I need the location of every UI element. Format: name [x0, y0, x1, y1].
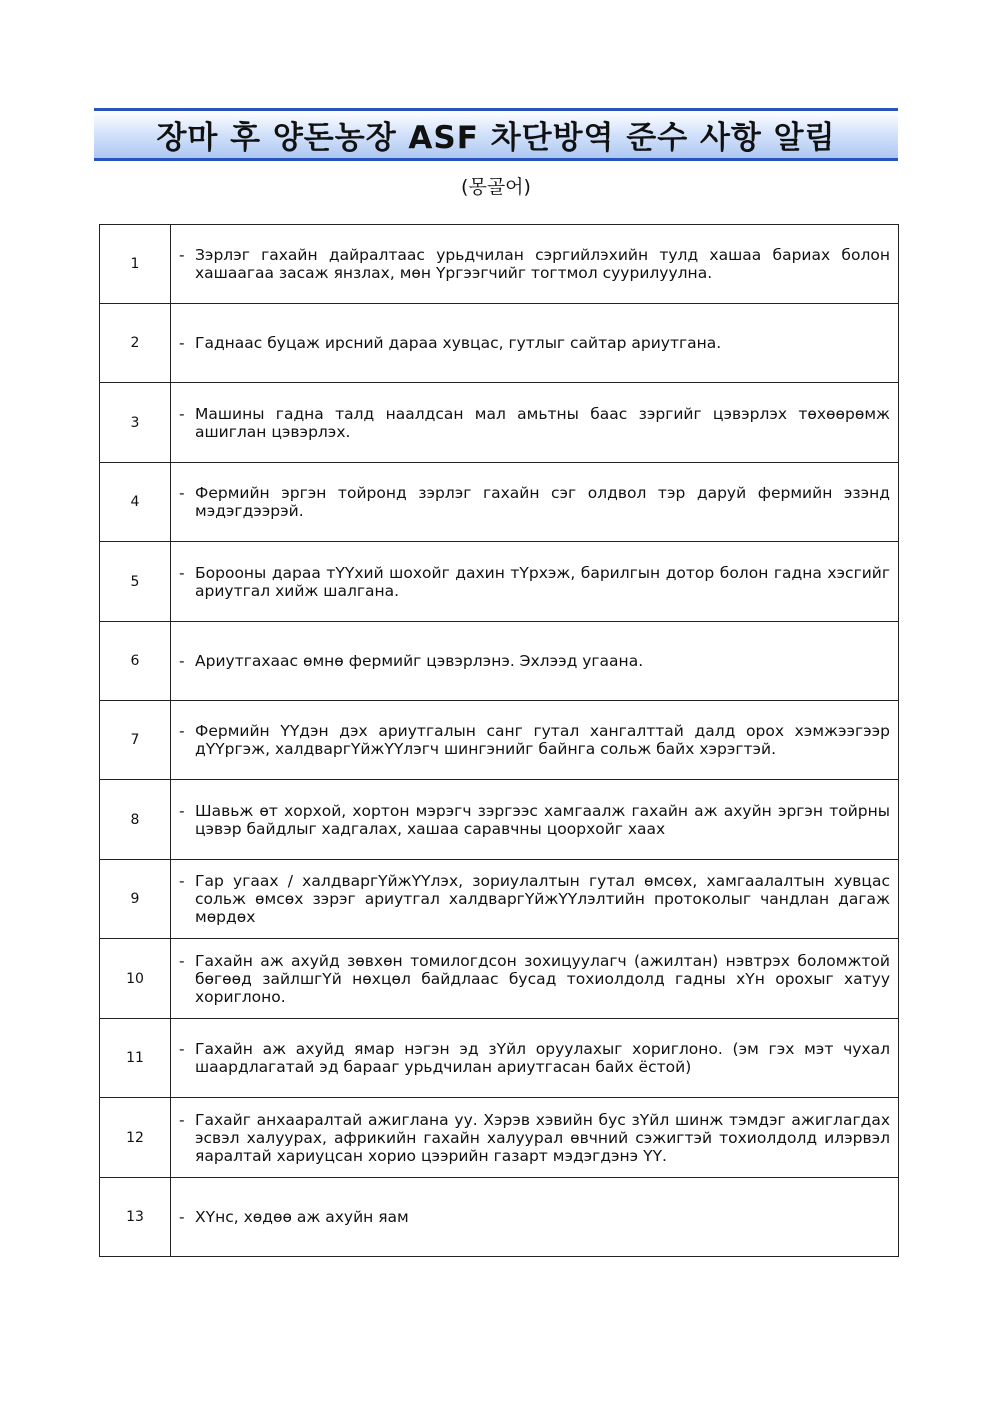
- row-number: 8: [100, 780, 171, 860]
- row-text: Шавьж өт хорхой, хортон мэрэгч зэргээс хамгаалж гахайн аж ахуйн эргэн тойрны цэвэр байдлыг хадгалах, хашаа саравчны цоорхойг хаах: [195, 801, 890, 838]
- rules-table: [99, 224, 899, 1257]
- row-text: Гахайн аж ахуйд зөвхөн томилогдсон зохицуулагч (ажилтан) нэвтрэх боломжтой бөгөөд зайлшгҮй нөхцөл байдлаас бусад тохиолдолд гадны хҮн орохыг хатуу хориглоно.: [195, 951, 890, 1006]
- bullet-dash: -: [179, 563, 185, 582]
- row-text: Ариутгахаас өмнө фермийг цэвэрлэнэ. Эхлээд угаана.: [195, 652, 644, 670]
- table-row: [100, 304, 899, 383]
- row-number: 7: [100, 701, 171, 780]
- table-row: [100, 701, 899, 780]
- table-row: [100, 1098, 899, 1178]
- row-number: 9: [100, 860, 171, 939]
- bullet-dash: -: [179, 334, 185, 352]
- row-text: ХҮнс, хөдөө аж ахуйн яам: [195, 1208, 409, 1226]
- row-text: Фермийн ҮҮдэн дэх ариутгалын санг гутал хангалттай далд орох хэмжээгээр дҮҮргэж, халдваргҮйжҮҮлэгч шингэнийг байнга сольж байх хэрэгтэй.: [195, 722, 890, 758]
- bullet-dash: -: [179, 951, 185, 970]
- row-text: Зэрлэг гахайн дайралтаас урьдчилан сэргийлэхийн тулд хашаа бариах болон хашаагаа засаж янзлах, мөн Үргээгчийг тогтмол суурилуулна.: [195, 246, 890, 282]
- row-text: Гахайн аж ахуйд ямар нэгэн эд зҮйл оруулахыг хориглоно. (эм гэх мэт чухал шаардлагатай эд барааг урьдчилан ариутгасан байх ёстой): [195, 1040, 890, 1076]
- bullet-dash: -: [179, 1208, 185, 1226]
- row-number: 11: [100, 1019, 171, 1098]
- row-text: Гар угаах / халдваргҮйжҮҮлэх, зориулалтын гутал өмсөх, хамгаалалтын хувцас сольж өмсөх зэрэг ариутгал халдваргҮйжҮҮлэлтийн протоколыг чандлан дагаж мөрдөх: [195, 872, 890, 926]
- row-text-cell: [171, 701, 899, 780]
- bullet-dash: -: [179, 404, 185, 423]
- row-number: 12: [100, 1098, 171, 1178]
- row-number: 1: [100, 225, 171, 304]
- row-number: 4: [100, 463, 171, 542]
- bullet-dash: -: [179, 652, 185, 670]
- table-row: [100, 463, 899, 542]
- table-row: [100, 542, 899, 622]
- language-subtitle: (몽골어): [461, 176, 531, 198]
- row-text-cell: [171, 225, 899, 304]
- table-row: [100, 939, 899, 1019]
- bullet-dash: -: [179, 1040, 185, 1058]
- row-text-cell: [171, 304, 899, 383]
- bullet-dash: -: [179, 1110, 185, 1129]
- row-text-cell: [171, 780, 899, 860]
- row-text-cell: [171, 622, 899, 701]
- bullet-dash: -: [179, 722, 185, 740]
- row-number: 3: [100, 383, 171, 463]
- row-text-cell: [171, 1098, 899, 1178]
- bullet-dash: -: [179, 484, 185, 502]
- table-row: [100, 383, 899, 463]
- bullet-dash: -: [179, 872, 185, 890]
- title-banner: [94, 108, 898, 161]
- row-text: Фермийн эргэн тойронд зэрлэг гахайн сэг олдвол тэр даруй фермийн эзэнд мэдэгдээрэй.: [195, 484, 890, 520]
- row-text-cell: [171, 383, 899, 463]
- row-text-cell: [171, 463, 899, 542]
- row-number: 6: [100, 622, 171, 701]
- row-text: Гаднаас буцаж ирсний дараа хувцас, гутлыг сайтар ариутгана.: [195, 334, 722, 352]
- table-row: [100, 780, 899, 860]
- bullet-dash: -: [179, 246, 185, 264]
- table-row: [100, 1019, 899, 1098]
- row-number: 10: [100, 939, 171, 1019]
- row-number: 5: [100, 542, 171, 622]
- row-text-cell: [171, 542, 899, 622]
- table-row: [100, 225, 899, 304]
- row-text-cell: [171, 1019, 899, 1098]
- row-text-cell: [171, 1178, 899, 1257]
- document-title: 장마 후 양돈농장 ASF 차단방역 준수 사항 알림: [156, 120, 836, 156]
- row-text: Машины гадна талд наалдсан мал амьтны баас зэргийг цэвэрлэх төхөөрөмж ашиглан цэвэрлэх.: [195, 404, 890, 441]
- row-number: 2: [100, 304, 171, 383]
- table-row: [100, 860, 899, 939]
- row-text-cell: [171, 939, 899, 1019]
- row-text: Гахайг анхааралтай ажиглана уу. Хэрэв хэвийн бус зҮйл шинж тэмдэг ажиглагдах эсвэл халуурах, африкийн гахайн халуурал өвчний сэжигтэй тохиолдолд илэрвэл яаралтай хариуцсан хорио цээрийн газарт мэдэгдэнэ ҮҮ.: [195, 1110, 890, 1165]
- row-number: 13: [100, 1178, 171, 1257]
- table-row: [100, 1178, 899, 1257]
- bullet-dash: -: [179, 801, 185, 820]
- row-text-cell: [171, 860, 899, 939]
- row-text: Бороoны дараа тҮҮхий шохойг дахин тҮрхэж, барилгын дотор болон гадна хэсгийг ариутгал хийж шалгана.: [195, 563, 890, 600]
- rules-table-body: [100, 225, 899, 1257]
- table-row: [100, 622, 899, 701]
